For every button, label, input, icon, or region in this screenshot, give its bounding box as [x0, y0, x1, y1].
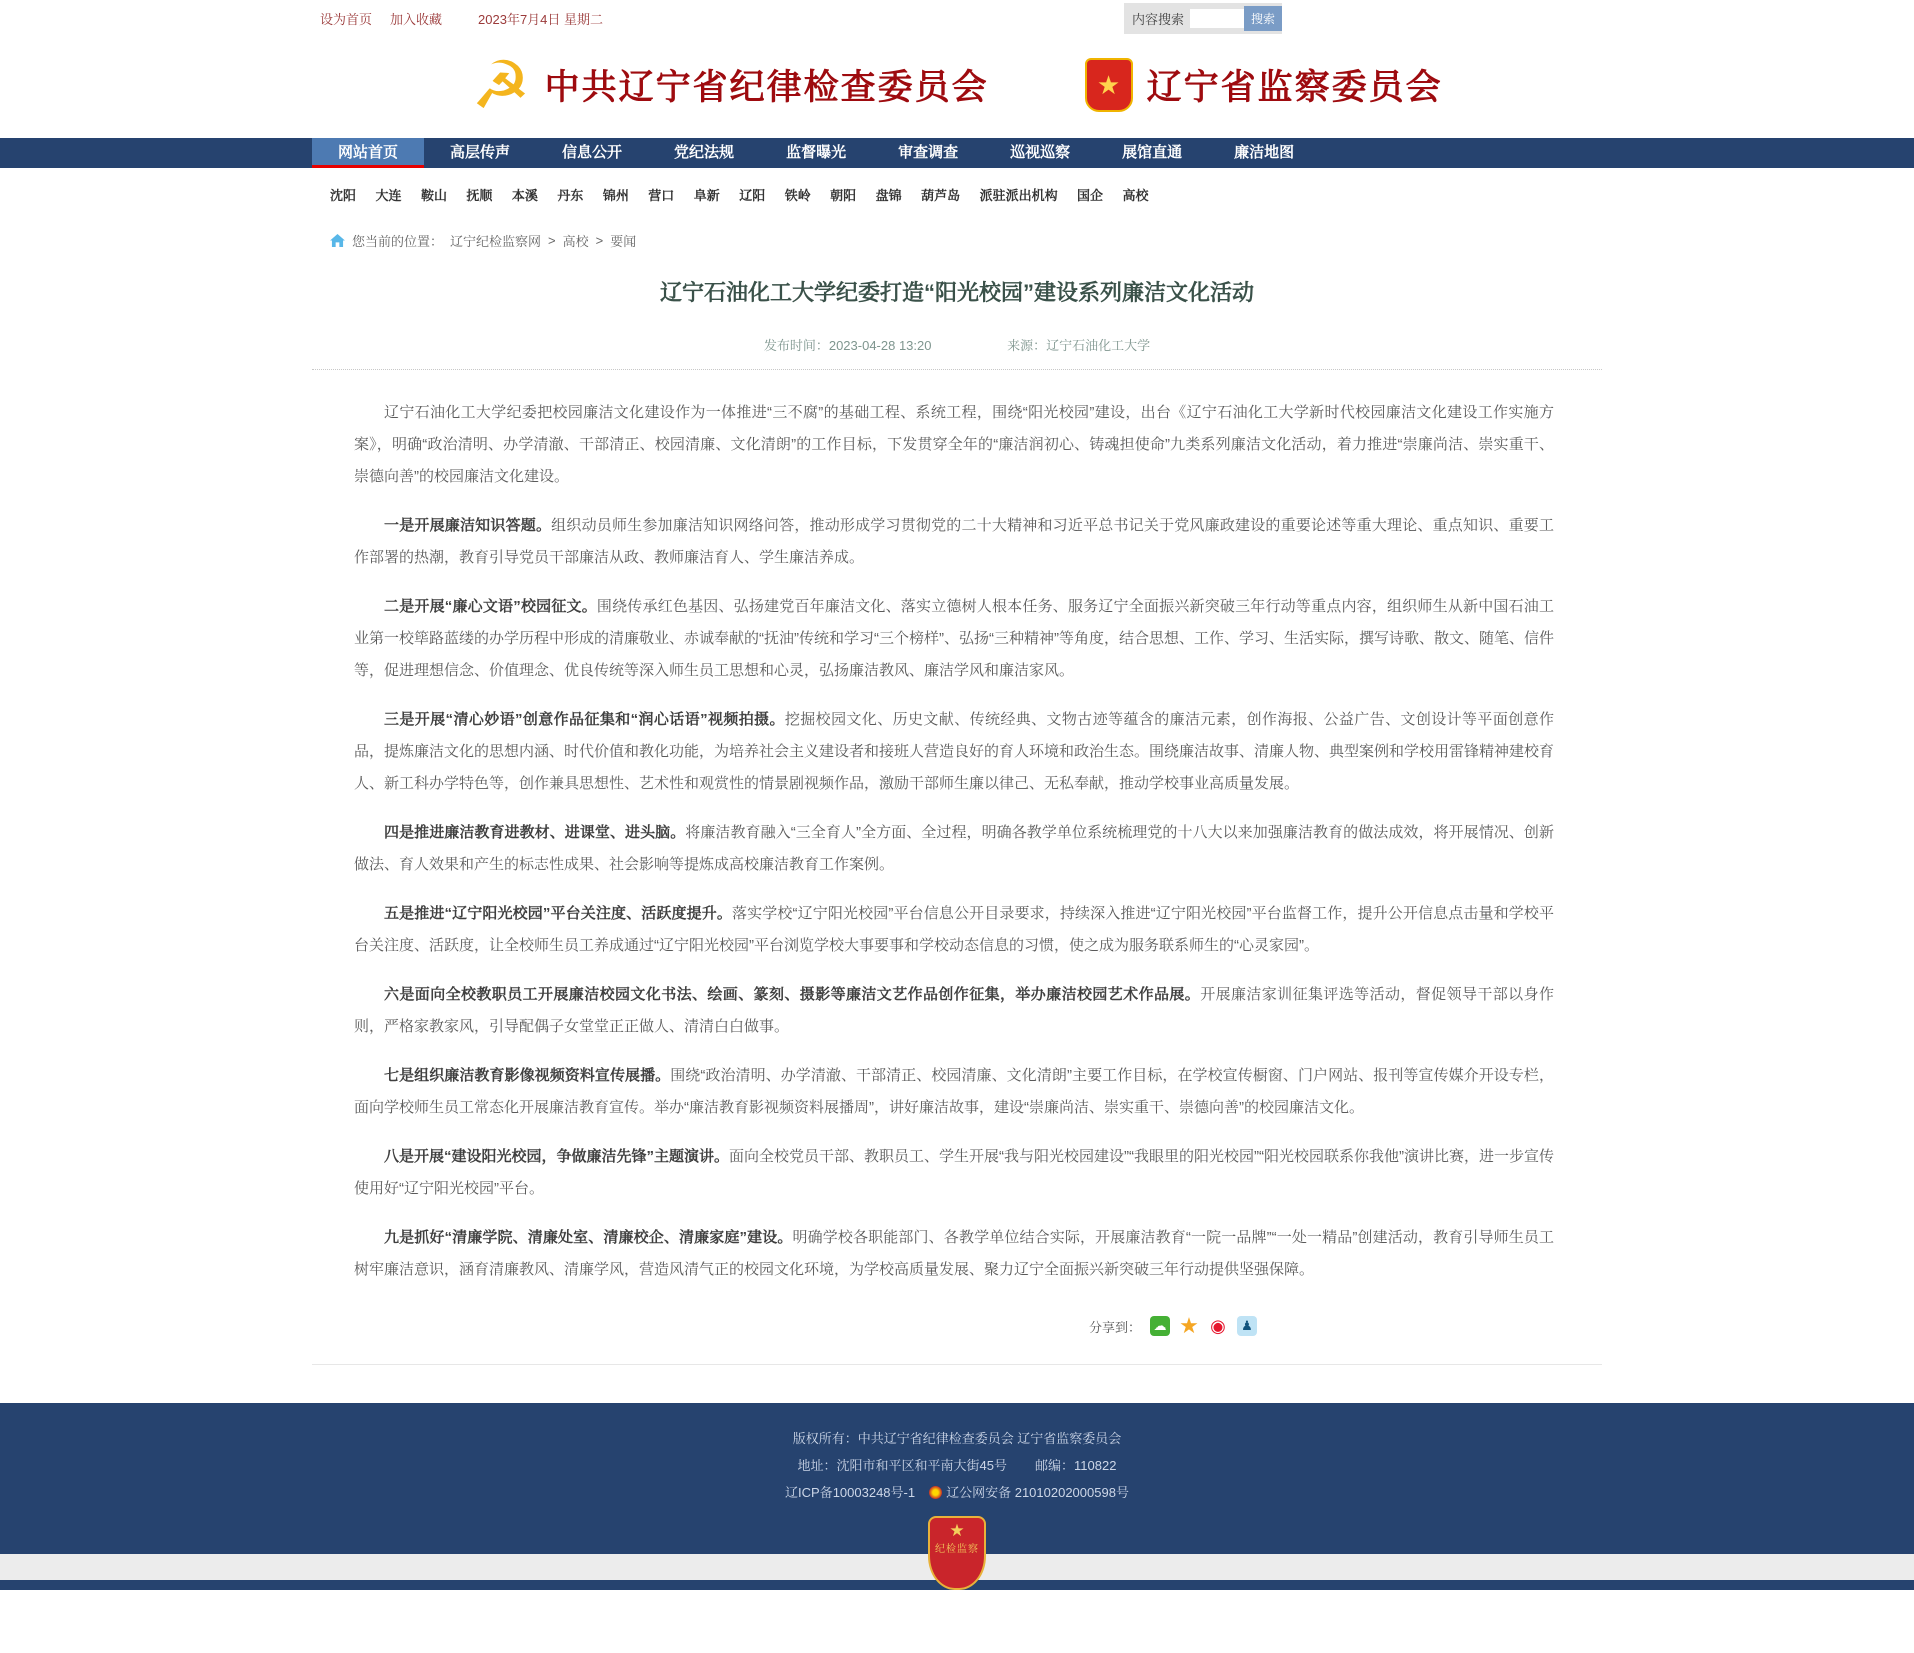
article-paragraph-7 — [354, 979, 1554, 1043]
paragraph-text: 挖掘校园文化、历史文献、传统经典、文物古迹等蕴含的廉洁元素，创作海报、公益广告、文创设计等平面创意作品，提炼廉洁文化的思想内涵、时代价值和教化功能，为培养社会主义建设者和接班人营造良好的育人环境和政治生态。围绕廉洁故事、清廉人物、典型案例和学校用雷锋精神建校育人、新工科办学特色等，创作兼具思想性、艺术性和观赏性的情景剧视频作品，激励干部师生廉以律己、无私奉献，推动学校事业高质量发展。 — [354, 711, 1555, 792]
city-link-liaoyang[interactable]: 辽阳 — [739, 188, 766, 203]
article-paragraph-6 — [354, 898, 1554, 962]
city-link-dalian[interactable]: 大连 — [375, 188, 402, 203]
nav-item-inspection-patrol[interactable]: 巡视巡察 — [1010, 144, 1071, 161]
city-link-benxi[interactable]: 本溪 — [511, 188, 538, 203]
city-link-state-enterprises[interactable]: 国企 — [1077, 188, 1104, 203]
paragraph-lead: 五是推进“辽宁阳光校园”平台关注度、活跃度提升。 — [384, 905, 732, 922]
paragraph-lead: 九是抓好“清廉学院、清廉处室、清廉校企、清廉家庭”建设。 — [384, 1229, 793, 1246]
paragraph-text: 开展廉洁家训征集评选等活动，督促领导干部以身作则，严格家教家风，引导配偶子女堂堂正正做人、清清白白做事。 — [354, 986, 1554, 1035]
article-body — [312, 370, 1602, 1286]
site-search — [1124, 3, 1282, 34]
city-link-dispatched-agencies[interactable]: 派驻派出机构 — [979, 188, 1058, 203]
city-link-jinzhou[interactable]: 锦州 — [602, 188, 629, 203]
article-paragraph-9 — [354, 1141, 1554, 1205]
paragraph-text: 落实学校“辽宁阳光校园”平台信息公开目录要求，持续深入推进“辽宁阳光校园”平台监督工作，提升公开信息点击量和学校平台关注度、活跃度，让全校师生员工养成通过“辽宁阳光校园”平台浏览学校大事要事和学校动态信息的习惯，使之成为服务联系师生的“心灵家园”。 — [354, 905, 1554, 954]
city-link-tieling[interactable]: 铁岭 — [784, 188, 811, 203]
site-title-left: 中共辽宁省纪律检查委员会 — [544, 68, 989, 107]
article-paragraph-1 — [354, 397, 1554, 493]
discipline-commission-brand — [471, 50, 988, 120]
breadcrumb-category-link[interactable]: 要闻 — [610, 234, 637, 249]
footer-address-line — [0, 1452, 1914, 1479]
badge-label: 纪检监察 — [935, 1544, 979, 1555]
article-paragraph-5 — [354, 817, 1554, 881]
nav-item-review-investigation[interactable]: 审查调查 — [898, 144, 959, 161]
search-label: 内容搜索 — [1131, 11, 1184, 27]
nav-item-exhibition-hall[interactable]: 展馆直通 — [1122, 144, 1183, 161]
article — [312, 276, 1602, 1365]
city-link-yingkou[interactable]: 营口 — [648, 188, 675, 203]
footer-wrap — [0, 1403, 1914, 1580]
breadcrumb-section-link[interactable]: 高校 — [562, 234, 589, 249]
city-link-universities[interactable]: 高校 — [1122, 188, 1149, 203]
paragraph-lead: 一是开展廉洁知识答题。 — [384, 517, 552, 534]
paragraph-text: 面向全校党员干部、教职员工、学生开展“我与阳光校园建设”“我眼里的阳光校园”“阳光校园联系你我他”演讲比赛，进一步宣传使用好“辽宁阳光校园”平台。 — [354, 1148, 1554, 1197]
weibo-share-icon[interactable]: ◉ — [1208, 1316, 1228, 1336]
nav-item-home[interactable]: 网站首页 — [312, 138, 424, 168]
footer-icp: 辽ICP备10003248号-1 — [785, 1485, 916, 1500]
topbar-links — [312, 9, 603, 28]
paragraph-text: 明确学校各职能部门、各教学单位结合实际，开展廉洁教育“一院一品牌”“一处一精品”创建活动，教育引导师生员工树牢廉洁意识，涵育清廉教风、清廉学风，营造风清气正的校园文化环境，为学校高质量发展、聚力辽宁全面振兴新突破三年行动提供坚强保障。 — [354, 1229, 1554, 1278]
badge-star-icon: ★ — [949, 1521, 965, 1540]
topbar — [0, 0, 1914, 36]
article-paragraph-3 — [354, 591, 1554, 687]
city-link-panjin[interactable]: 盘锦 — [875, 188, 902, 203]
city-link-chaoyang[interactable]: 朝阳 — [830, 188, 857, 203]
city-link-anshan[interactable]: 鞍山 — [420, 188, 447, 203]
breadcrumb-separator: > — [548, 233, 556, 248]
paragraph-text: 围绕传承红色基因、弘扬建党百年廉洁文化、落实立德树人根本任务、服务辽宁全面振兴新突破三年行动等重点内容，组织师生从新中国石油工业第一校筚路蓝缕的办学历程中形成的清廉敬业、赤诚奉献的“抚油”传统和学习“三个榜样”、弘扬“三种精神”等角度，结合思想、工作、学习、生活实际，撰写诗歌、散文、随笔、信件等，促进理想信念、价值理念、优良传统等深入师生员工思想和心灵，弘扬廉洁教风、廉洁学风和廉洁家风。 — [354, 598, 1554, 679]
publish-time: 发布时间：2023-04-28 13:20 — [763, 338, 932, 353]
share-bar — [312, 1313, 1602, 1338]
breadcrumb-separator: > — [595, 233, 604, 248]
city-link-fushun[interactable]: 抚顺 — [466, 188, 493, 203]
footer-police-registration: 辽公网安备 21010202000598号 — [946, 1485, 1129, 1500]
article-source: 来源：辽宁石油化工大学 — [1007, 338, 1151, 353]
paragraph-text: 将廉洁教育融入“三全育人”全方面、全过程，明确各教学单位系统梳理党的十八大以来加强廉洁教育的做法成效，将开展情况、创新做法、育人效果和产生的标志性成果、社会影响等提炼成高校廉洁教育工作案例。 — [354, 824, 1554, 873]
wechat-share-icon[interactable]: ☁ — [1150, 1316, 1170, 1336]
breadcrumb-prefix: 您当前的位置： — [352, 234, 444, 249]
set-home-link[interactable]: 设为首页 — [320, 11, 373, 27]
paragraph-text: 组织动员师生参加廉洁知识网络问答，推动形成学习贯彻党的二十大精神和习近平总书记关于党风廉政建设的重要论述等重大理论、重点知识、重要工作部署的热潮，教育引导党员干部廉洁从政、教师廉洁育人、学生廉洁养成。 — [354, 517, 1554, 566]
paragraph-text: 围绕“政治清明、办学清澈、干部清正、校园清廉、文化清朗”主要工作目标，在学校宣传橱窗、门户网站、报刊等宣传媒介开设专栏，面向学校师生员工常态化开展廉洁教育宣传。举办“廉洁教育影视频资料展播周”，讲好廉洁故事，建设“崇廉尚洁、崇实重干、崇德向善”的校园廉洁文化。 — [354, 1067, 1554, 1116]
city-link-huludao[interactable]: 葫芦岛 — [921, 188, 961, 203]
paragraph-lead: 七是组织廉洁教育影像视频资料宣传展播。 — [384, 1067, 671, 1084]
add-favorite-link[interactable]: 加入收藏 — [390, 11, 443, 27]
supervision-commission-brand — [1085, 58, 1443, 112]
qq-share-icon[interactable]: ♟ — [1237, 1316, 1257, 1336]
main-nav — [0, 138, 1914, 168]
article-bottom-divider — [312, 1364, 1602, 1365]
site-title-right: 辽宁省监察委员会 — [1146, 68, 1443, 107]
nav-item-integrity-map[interactable]: 廉洁地图 — [1234, 144, 1295, 161]
article-paragraph-8 — [354, 1060, 1554, 1124]
breadcrumb — [0, 231, 1914, 250]
city-link-dandong[interactable]: 丹东 — [557, 188, 584, 203]
city-nav — [0, 168, 1914, 211]
search-button[interactable]: 搜索 — [1244, 6, 1282, 31]
share-label: 分享到： — [1088, 1319, 1141, 1335]
site-header — [0, 36, 1914, 138]
paragraph-lead: 四是推进廉洁教育进教材、进课堂、进头脑。 — [384, 824, 686, 841]
nav-item-party-discipline[interactable]: 党纪法规 — [674, 144, 735, 161]
city-link-fuxin[interactable]: 阜新 — [693, 188, 720, 203]
party-emblem-icon: ☭ — [471, 48, 531, 122]
search-input[interactable] — [1190, 9, 1244, 28]
city-link-shenyang[interactable]: 沈阳 — [330, 188, 357, 203]
article-paragraph-4 — [354, 704, 1554, 800]
breadcrumb-site-link[interactable]: 辽宁纪检监察网 — [450, 234, 542, 249]
article-title: 辽宁石油化工大学纪委打造“阳光校园”建设系列廉洁文化活动 — [659, 280, 1254, 305]
home-icon — [330, 234, 345, 247]
article-paragraph-2 — [354, 510, 1554, 574]
footer-copyright: 版权所有：中共辽宁省纪律检查委员会 辽宁省监察委员会 — [792, 1431, 1122, 1446]
nav-item-leadership-voice[interactable]: 高层传声 — [450, 144, 511, 161]
paragraph-lead: 二是开展“廉心文语”校园征文。 — [384, 598, 597, 615]
article-meta — [312, 335, 1602, 370]
qzone-share-icon[interactable]: ★ — [1179, 1313, 1199, 1338]
footer-registration-line — [0, 1479, 1914, 1506]
current-date: 2023年7月4日 星期二 — [478, 11, 604, 27]
police-badge-icon — [929, 1486, 942, 1499]
paragraph-text: 辽宁石油化工大学纪委把校园廉洁文化建设作为一体推进“三不腐”的基础工程、系统工程，围绕“阳光校园”建设，出台《辽宁石油化工大学新时代校园廉洁文化建设工作实施方案》，明确“政治清明、办学清澈、干部清正、校园清廉、文化清朗”的工作目标，下发贯穿全年的“廉洁润初心、铸魂担使命”九类系列廉洁文化活动，着力推进“崇廉尚洁、崇实重干、崇德向善”的校园廉洁文化建设。 — [354, 404, 1554, 485]
nav-item-supervision-exposure[interactable]: 监督曝光 — [786, 144, 847, 161]
paragraph-lead: 八是开展“建设阳光校园，争做廉洁先锋”主题演讲。 — [384, 1148, 730, 1165]
paragraph-lead: 三是开展“清心妙语”创意作品征集和“润心话语”视频拍摄。 — [384, 711, 785, 728]
national-emblem-icon: ★ — [1085, 58, 1133, 112]
discipline-inspection-badge — [928, 1516, 986, 1590]
paragraph-lead: 六是面向全校教职员工开展廉洁校园文化书法、绘画、篆刻、摄影等廉洁文艺作品创作征集，举办廉洁校园艺术作品展。 — [384, 986, 1201, 1003]
nav-item-info-disclosure[interactable]: 信息公开 — [562, 144, 623, 161]
footer-postcode: 邮编：110822 — [1035, 1458, 1117, 1473]
footer-address: 地址：沈阳市和平区和平南大街45号 — [797, 1458, 1008, 1473]
article-paragraph-10 — [354, 1222, 1554, 1286]
